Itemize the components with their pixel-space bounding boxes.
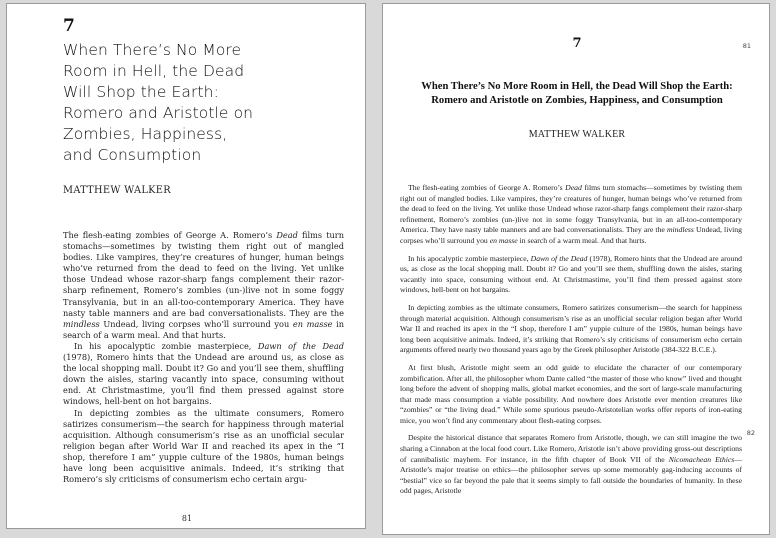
left-book-page <box>6 3 366 529</box>
text-run: The flesh-eating zombies of George A. Romero’s <box>408 183 566 192</box>
author-name: MATTHEW WALKER <box>528 129 626 140</box>
title-line: and Consumption <box>63 146 202 164</box>
text-run: (1978), Romero hints that the Undead are around us, as close as the local shopping mall. Doubt it? Go and you’ll see them, shuffling down the aisles, staring vacantly into space, consuming without end. At Christmastime, you’ll find them pressed against store windows, hell-bent on hot bargains. <box>63 352 344 407</box>
text-run: in search of a warm meal. And that hurts. <box>63 318 345 340</box>
side-page-number: 82 <box>746 429 755 437</box>
page-number: 81 <box>181 514 193 523</box>
chapter-number: 7 <box>63 16 75 36</box>
italic-text: mindless <box>666 225 694 235</box>
text-run: —Aristotle’s major treatise on ethics—the philosopher serves up some memorably gag-inducing accounts of “bestial” vice so far beyond the pale that it seems simply to fall outside the boundaries of humanity. In these odd pages, Aristotle <box>400 454 742 496</box>
text-run: In depicting zombies as the ultimate consumers, Romero satirizes consumerism—the search for happiness through material acquisition. Although consumerism’s rise as an unofficial secular religion began after World War II and reached its apex in the “I shop, therefore I am” yuppie culture of the 1980s, human beings have long been acquisitive animals. Indeed, it’s striking that Romero’s sly criticisms of consumerism echo certain arguments offered nearly two thousand years ago by the Greek philosopher Aristotle (384-322 B.C.E.). <box>400 302 742 355</box>
italic-text: Dawn of the Dead <box>257 340 345 351</box>
body-text <box>63 230 344 485</box>
title-line: Romero and Aristotle on <box>63 104 254 122</box>
paragraph <box>400 183 742 247</box>
paragraph <box>400 303 742 356</box>
title-line: Romero and Aristotle on Zombies, Happiness, and Consumption <box>431 95 723 106</box>
page-number: 81 <box>742 42 751 50</box>
title-line: When There’s No More <box>63 41 242 59</box>
paragraph <box>400 363 742 427</box>
text-run: At first blush, Aristotle might seem an odd guide to elucidate the character of our contemporary zombification. After all, the philosopher whom Dante called “the master of those who know” lived and thought long before the advent of shopping malls, global market economies, and the sort of large-scale manufacturing that made mass consumption a viable possibility. And nowhere does Aristotle ever mention creatures like “zombies” or “the living dead.” While some spurious pseudo-Aristotelian works offer reports of iron-eating mice, you won’t find any commentary about flesh-eating corpses. <box>400 362 743 425</box>
text-run: In his apocalyptic zombie masterpiece, <box>74 340 258 351</box>
title-line: When There’s No More Room in Hell, the Dead Will Shop the Earth: <box>421 81 733 92</box>
paragraph <box>63 230 344 341</box>
title-line: Room in Hell, the Dead <box>63 62 245 80</box>
italic-text: en masse <box>489 235 518 245</box>
title-line: Will Shop the Earth: <box>63 83 219 101</box>
text-run: Undead, living corpses who’ll surround you <box>99 318 293 329</box>
text-run: films turn stomachs—sometimes by twisting them right out of mangled bodies. Like vampires, they’re creatures of hunger, human beings who’ve returned from the dead to feed on the living. Yet unlike those Undead whose razor-sharp fangs complement their razor-sharp refinement, Romero’s zombies (un-)live not in some foggy Transylvania, but in an all-too-contemporary America. They have nasty table manners and are bad conversationalists. They are the <box>63 230 344 318</box>
paragraph <box>400 433 742 497</box>
text-run: In his apocalyptic zombie masterpiece, <box>408 253 531 263</box>
chapter-number: 7 <box>572 36 582 51</box>
author-name: MATTHEW WALKER <box>63 185 171 196</box>
text-run: in search of a warm meal. And that hurts. <box>517 235 647 245</box>
text-run: Undead, living corpses who’ll surround you <box>400 225 742 245</box>
body-text <box>400 183 742 504</box>
italic-text: Dead <box>276 230 298 240</box>
italic-text: Nicomachean Ethics <box>668 454 735 464</box>
text-run: In depicting zombies as the ultimate consumers, Romero satirizes consumerism—the search for happiness through material acquisition. Although consumerism’s rise as an unofficial secular religion began after World War II and reached its apex in the “I shop, therefore I am” yuppie culture of the 1980s, human beings have long been acquisitive animals. Indeed, it’s striking that Romero’s sly criticisms of consumerism echo certain argu- <box>63 407 344 485</box>
text-run: films turn stomachs—sometimes by twisting them right out of mangled bodies. Like vampires, they’re creatures of hunger, human beings who’ve returned from the dead to feed on the living. Yet unlike those Undead whose razor-sharp fangs complement their razor-sharp refinement, Romero’s zombies (un-)live not in some foggy Transylvania, but in an all-too-contemporary America. They have nasty table manners and are bad conversationalists. They are the <box>400 183 743 235</box>
title-line: Zombies, Happiness, <box>63 125 228 143</box>
paragraph <box>63 408 344 486</box>
text-run: (1978), Romero hints that the Undead are around us, as close as the local shopping mall. Doubt it? Go and you’ll see them, shuffling down the aisles, staring vacantly into space, consuming without end. At Christmastime, you’ll find them pressed against store windows, hell-bent on hot bargains. <box>400 253 743 295</box>
right-book-page <box>382 3 770 535</box>
paragraph <box>63 341 344 408</box>
text-run: The flesh-eating zombies of George A. Romero’s <box>63 230 277 240</box>
italic-text: Dead <box>565 183 582 192</box>
paragraph <box>400 254 742 296</box>
text-run: Despite the historical distance that separates Romero from Aristotle, though, we can still imagine the two sharing a Cinnabon at the local food court. Like Romero, Aristotle isn’t above providing gross-out descriptions of cannibalistic mayhem. For instance, in the fifth chapter of Book VII of the <box>400 433 742 464</box>
italic-text: mindless <box>63 318 100 329</box>
italic-text: Dawn of the Dead <box>530 253 588 263</box>
chapter-title <box>63 40 359 166</box>
italic-text: en masse <box>292 318 333 329</box>
chapter-title <box>383 80 770 108</box>
